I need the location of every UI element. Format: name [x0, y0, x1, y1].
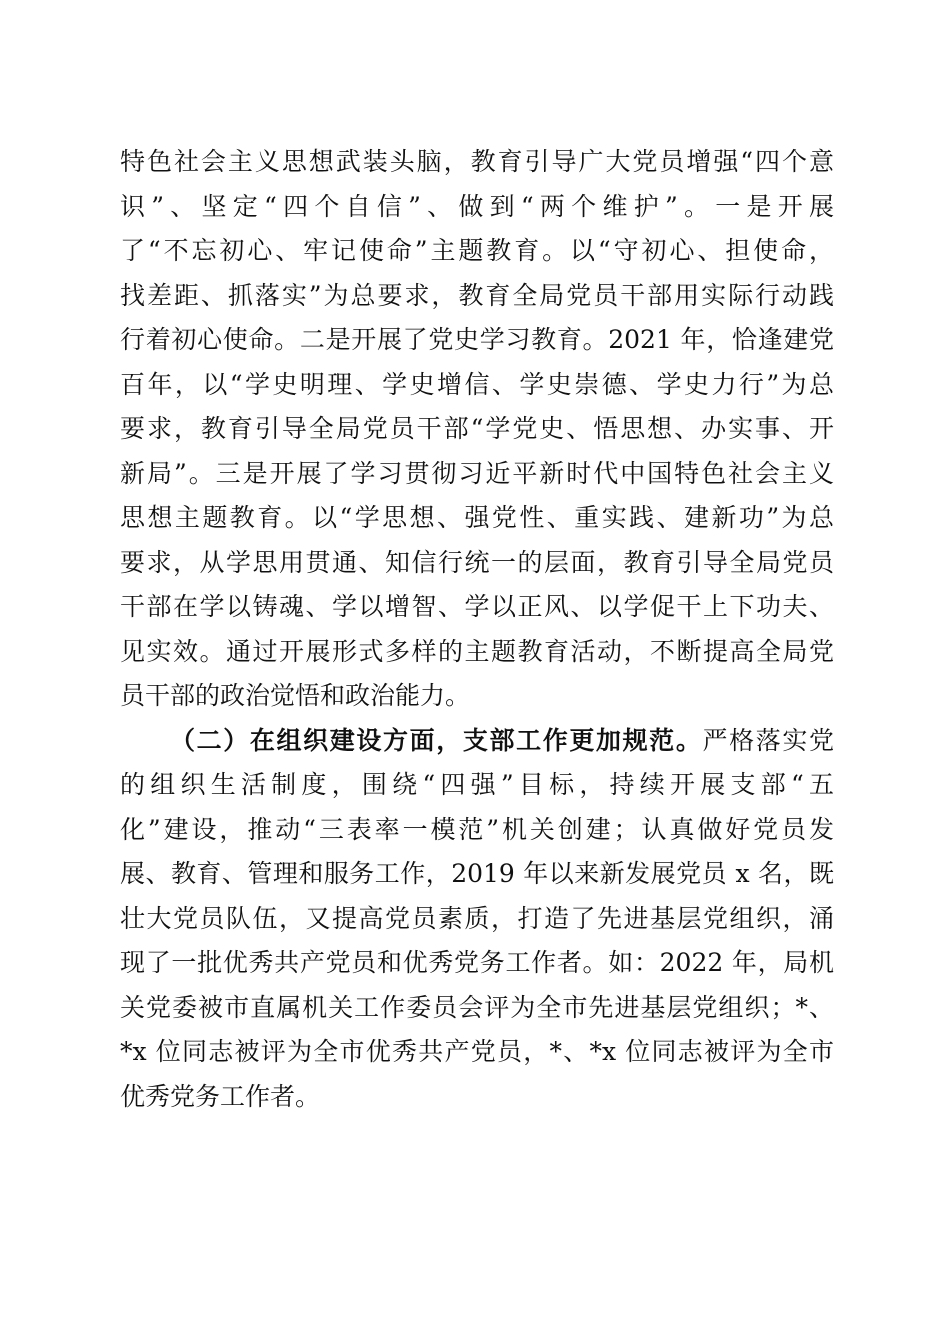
text-line: 要求，教育引导全局党员干部“学党史、悟思想、办实事、开: [120, 414, 834, 443]
text-line: 百年，以“学史明理、学史增信、学史崇德、学史力行”为总: [120, 369, 834, 399]
text-line: 展、教育、管理和服务工作，2019 年以来新发展党员 x 名，既: [120, 859, 834, 888]
text-line: 化”建设，推动“三表率一模范”机关创建；认真做好党员发: [120, 814, 834, 844]
text-fragment: 严格落实党: [702, 725, 834, 755]
text-line: 了“不忘初心、牢记使命”主题教育。以“守初心、担使命，: [120, 236, 834, 265]
text-line: 员干部的政治觉悟和政治能力。: [120, 681, 471, 710]
section-heading: （二）在组织建设方面，支部工作更加规范。: [170, 725, 703, 755]
text-line: 关党委被市直属机关工作委员会评为全市先进基层党组织；*、: [120, 992, 834, 1022]
text-line: 新局”。三是开展了学习贯彻习近平新时代中国特色社会主义: [120, 458, 834, 488]
text-line: 特色社会主义思想武装头脑，教育引导广大党员增强“四个意: [120, 147, 834, 176]
text-line: 识”、坚定“四个自信”、做到“两个维护”。一是开展: [120, 191, 834, 221]
text-line: 干部在学以铸魂、学以增智、学以正风、以学促干上下功夫、: [120, 592, 834, 621]
document-page: [120, 140, 834, 1119]
text-line: *x 位同志被评为全市优秀共产党员，*、*x 位同志被评为全市: [120, 1037, 834, 1066]
text-line: 的组织生活制度，围绕“四强”目标，持续开展支部“五: [120, 770, 834, 799]
section-first-line: [120, 719, 834, 764]
text-line: 思想主题教育。以“学思想、强党性、重实践、建新功”为总: [120, 503, 834, 532]
text-line: 优秀党务工作者。: [120, 1081, 321, 1111]
paragraph-theme-education: [120, 140, 834, 719]
text-line: 找差距、抓落实”为总要求，教育全局党员干部用实际行动践: [120, 280, 834, 310]
text-line: 现了一批优秀共产党员和优秀党务工作者。如：2022 年，局机: [120, 948, 834, 977]
text-line: 见实效。通过开展形式多样的主题教育活动，不断提高全局党: [120, 636, 834, 666]
text-line: 要求，从学思用贯通、知信行统一的层面，教育引导全局党员: [120, 547, 834, 577]
text-line: 行着初心使命。二是开展了党史学习教育。2021 年，恰逢建党: [120, 325, 834, 354]
text-line: 壮大党员队伍，又提高党员素质，打造了先进基层党组织，涌: [120, 903, 834, 933]
paragraph-organization-building: [120, 719, 834, 1120]
